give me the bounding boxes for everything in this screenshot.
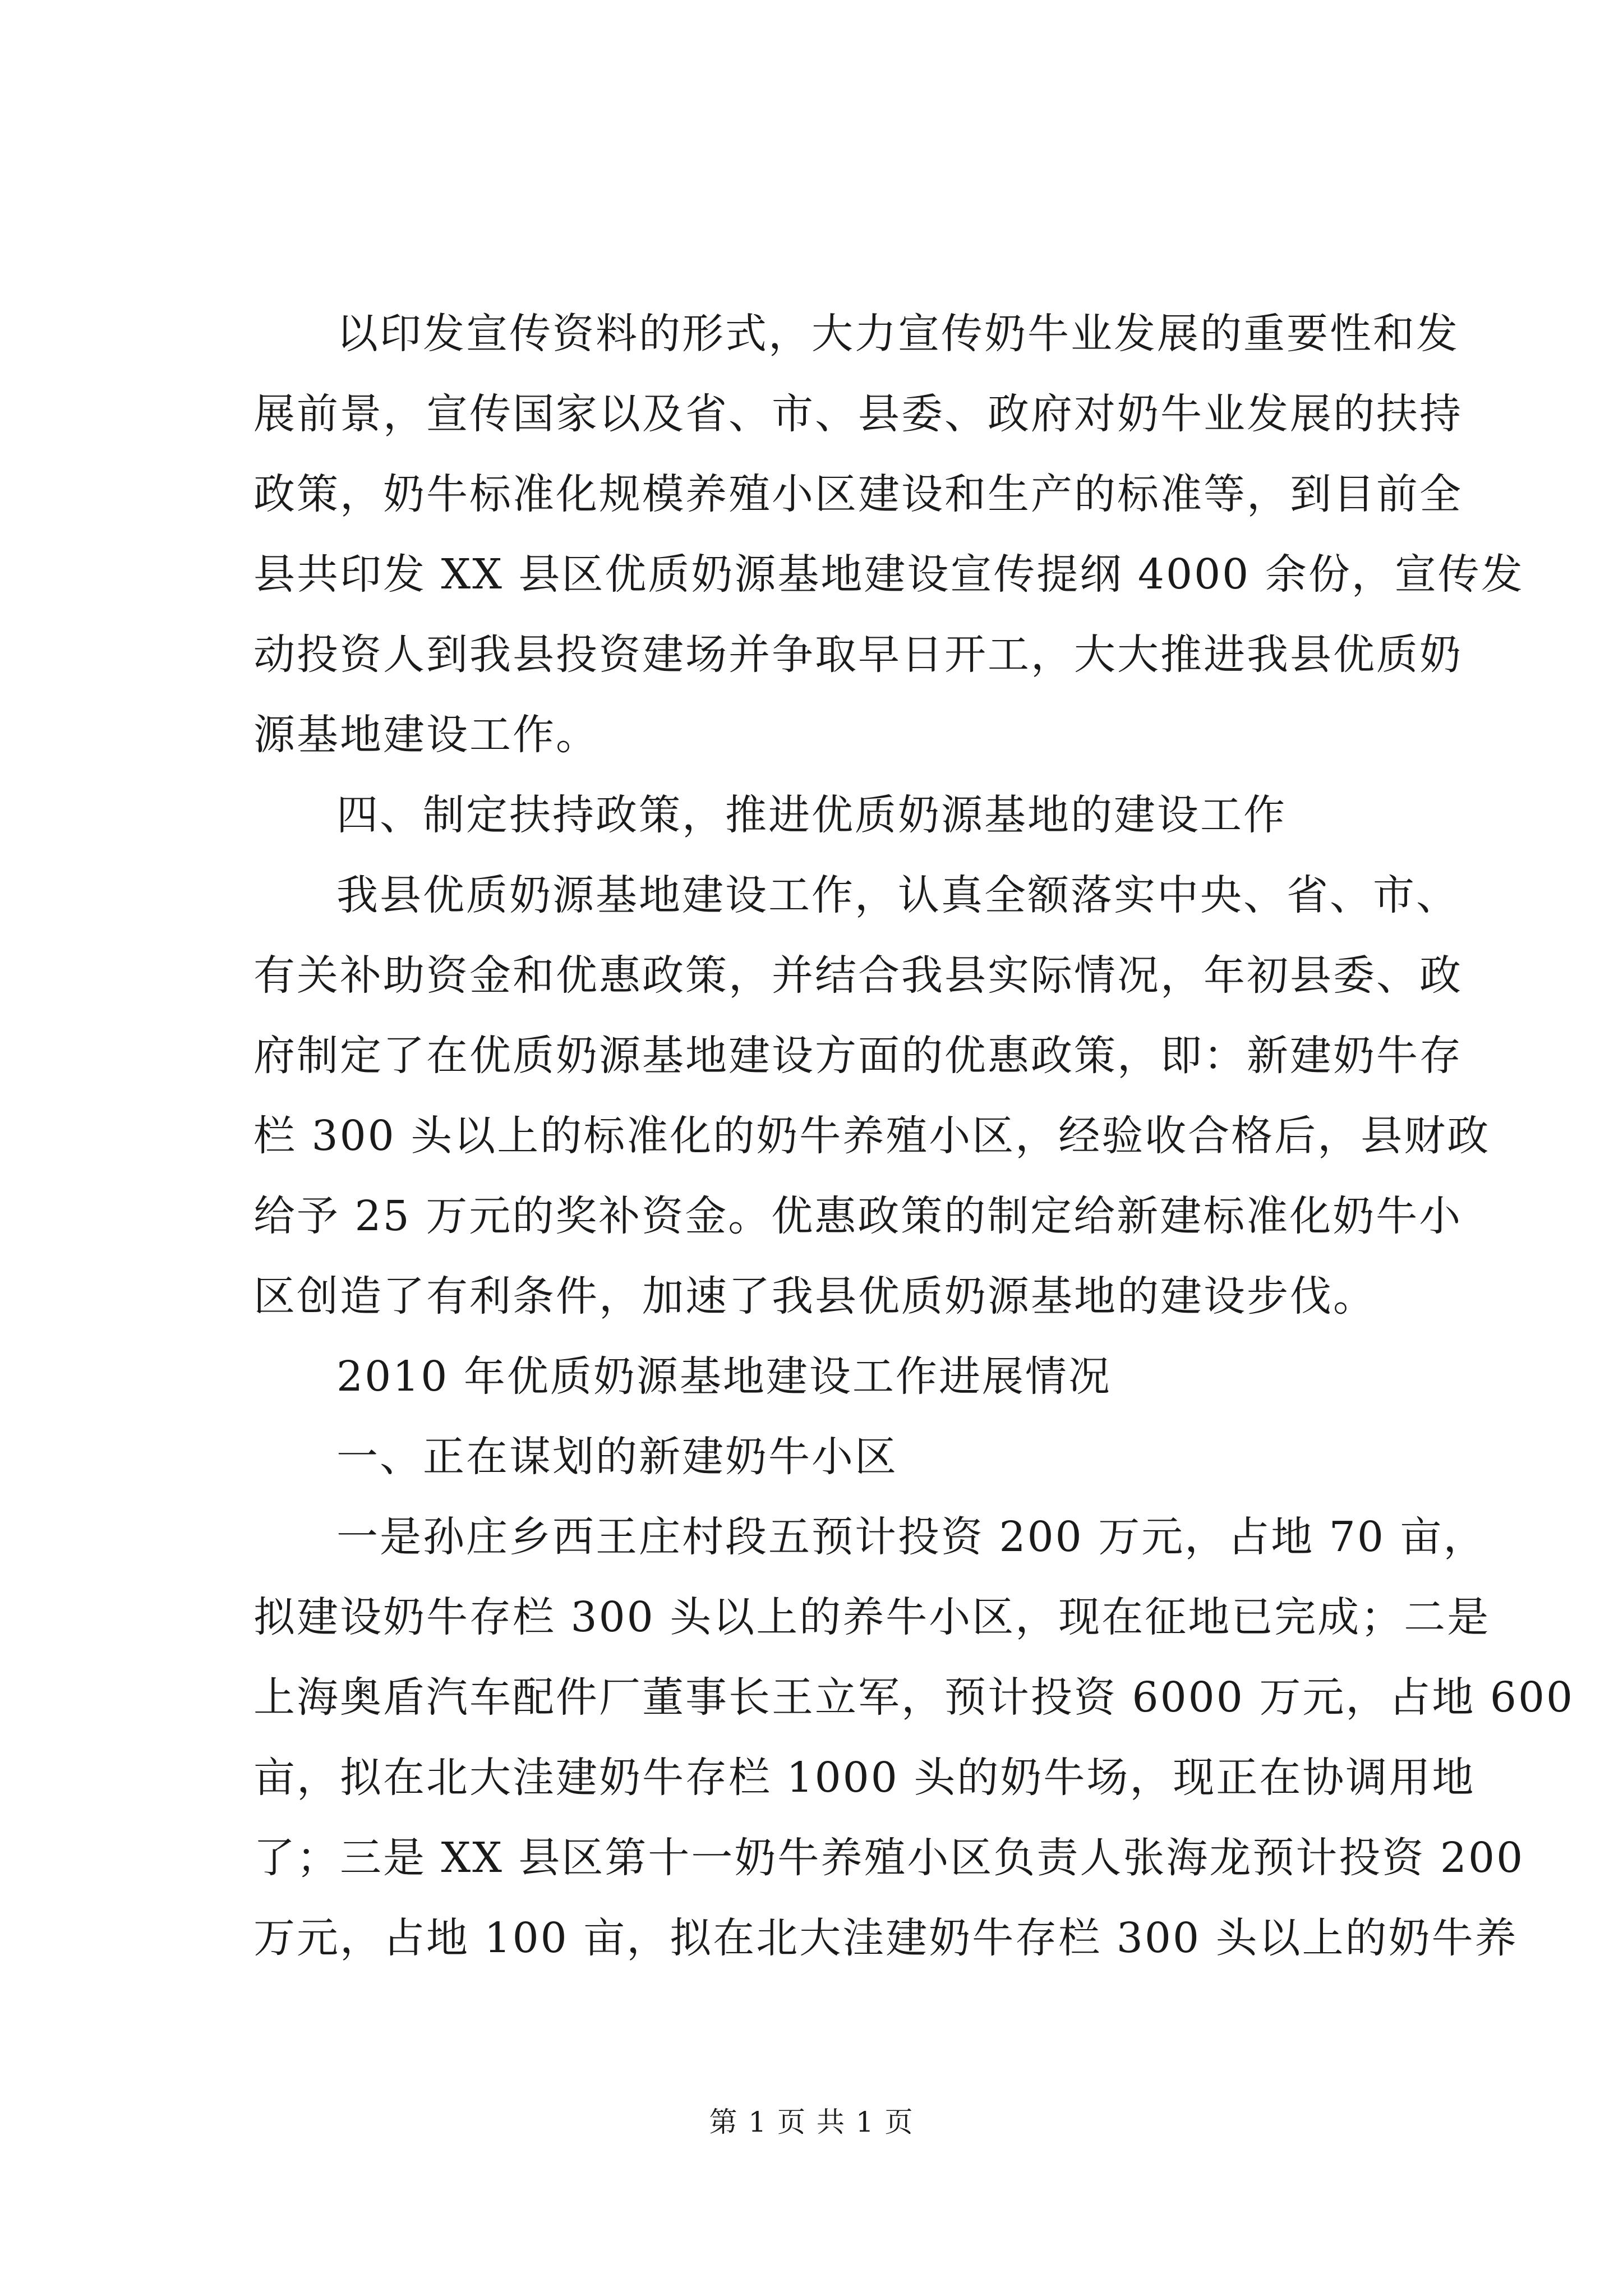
paragraph-line: 亩，拟在北大洼建奶牛存栏 1000 头的奶牛场，现正在协调用地 [253, 1754, 1476, 1802]
paragraph-line: 万元，占地 100 亩，拟在北大洼建奶牛存栏 300 头以上的奶牛养 [253, 1914, 1518, 1962]
paragraph-line: 政策，奶牛标准化规模养殖小区建设和生产的标准等，到目前全 [253, 470, 1463, 518]
paragraph-line: 展前景，宣传国家以及省、市、县委、政府对奶牛业发展的扶持 [253, 390, 1463, 438]
paragraph-line: 栏 300 头以上的标准化的奶牛养殖小区，经验收合格后，县财政 [253, 1112, 1491, 1160]
paragraph-line: 区创造了有利条件，加速了我县优质奶源基地的建设步伐。 [253, 1272, 1376, 1320]
paragraph-line: 一是孙庄乡西王庄村段五预计投资 200 万元，占地 70 亩， [336, 1513, 1487, 1561]
paragraph-line: 给予 25 万元的奖补资金。优惠政策的制定给新建标准化奶牛小 [253, 1192, 1463, 1240]
paragraph-line: 县共印发 XX 县区优质奶源基地建设宣传提纲 4000 余份，宣传发 [253, 550, 1524, 599]
paragraph-line: 源基地建设工作。 [253, 711, 599, 759]
paragraph-line: 府制定了在优质奶源基地建设方面的优惠政策，即：新建奶牛存 [253, 1032, 1463, 1080]
paragraph-line: 有关补助资金和优惠政策，并结合我县实际情况，年初县委、政 [253, 951, 1463, 1000]
section-heading: 一、正在谋划的新建奶牛小区 [336, 1433, 898, 1481]
paragraph-line: 上海奥盾汽车配件厂董事长王立军，预计投资 6000 万元，占地 600 [253, 1673, 1575, 1722]
section-heading: 四、制定扶持政策，推进优质奶源基地的建设工作 [336, 791, 1287, 839]
paragraph-line: 以印发宣传资料的形式，大力宣传奶牛业发展的重要性和发 [336, 310, 1459, 358]
section-heading: 2010 年优质奶源基地建设工作进展情况 [336, 1352, 1112, 1401]
paragraph-line: 了；三是 XX 县区第十一奶牛养殖小区负责人张海龙预计投资 200 [253, 1834, 1525, 1882]
paragraph-line: 拟建设奶牛存栏 300 头以上的养牛小区，现在征地已完成；二是 [253, 1593, 1491, 1641]
page-number-footer: 第 1 页 共 1 页 [709, 2106, 914, 2138]
paragraph-line: 我县优质奶源基地建设工作，认真全额落实中央、省、市、 [336, 871, 1459, 919]
paragraph-line: 动投资人到我县投资建场并争取早日开工，大大推进我县优质奶 [253, 631, 1463, 679]
